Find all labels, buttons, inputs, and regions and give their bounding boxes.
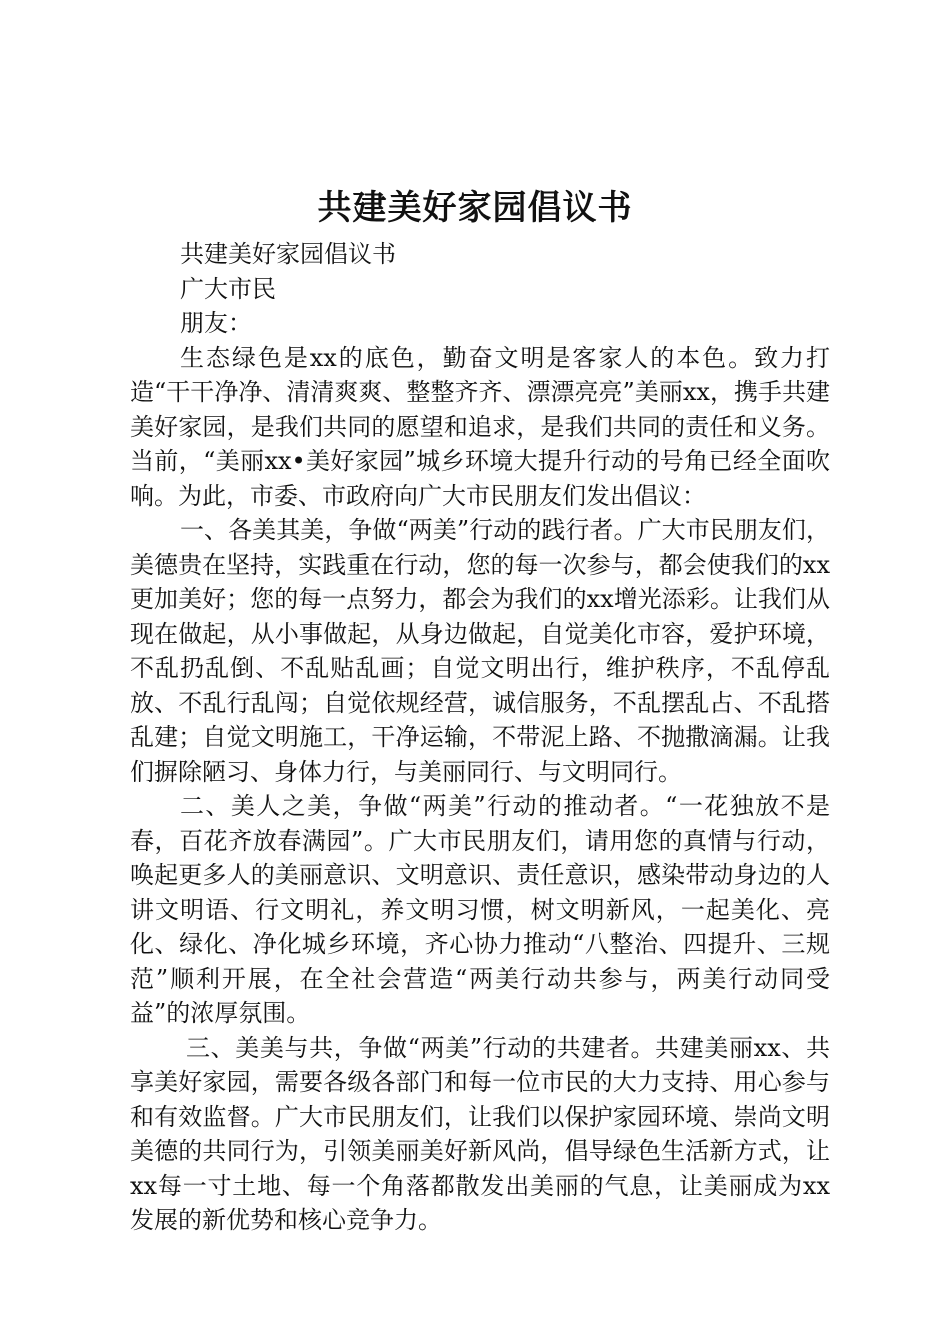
intro-paragraph: 生态绿色是xx的底色，勤奋文明是客家人的本色。致力打造“干干净净、清清爽爽、整整齐齐、漂漂亮亮”美丽xx，携手共建美好家园，是我们共同的愿望和追求，是我们共同的责任和义务。当前，“美丽xx•美好家园”城乡环境大提升行动的号角已经全面吹响。为此，市委、市政府向广大市民朋友们发出倡议： [130,343,830,510]
proposal-paragraph-2: 二、美人之美，争做“两美”行动的推动者。“一花独放不是春，百花齐放春满园”。广大市民朋友们，请用您的真情与行动，唤起更多人的美丽意识、文明意识、责任意识，感染带动身边的人讲文明语、行文明礼，养文明习惯，树文明新风，一起美化、亮化、绿化、净化城乡环境，齐心协力推动“八整治、四提升、三规范”顺利开展，在全社会营造“两美行动共参与，两美行动同受益”的浓厚氛围。 [130,792,830,1027]
body-heading: 共建美好家园倡议书 [180,240,396,268]
proposal-paragraph-3: 三、美美与共，争做“两美”行动的共建者。共建美丽xx、共享美好家园，需要各级各部门和每一位市民的大力支持、用心参与和有效监督。广大市民朋友们，让我们以保护家园环境、崇尚文明美德的共同行为，引领美丽美好新风尚，倡导绿色生活新方式，让xx每一寸土地、每一个角落都散发出美丽的气息，让美丽成为xx发展的新优势和核心竞争力。 [130,1033,830,1234]
document-title: 共建美好家园倡议书 [317,188,633,228]
document-body [130,237,830,1238]
salutation-line-1: 广大市民 [180,274,276,303]
salutation-line-2: 朋友： [180,309,252,337]
proposal-paragraph-1: 一、各美其美，争做“两美”行动的践行者。广大市民朋友们，美德贵在坚持，实践重在行动，您的每一次参与，都会使我们的xx更加美好；您的每一点努力，都会为我们的xx增光添彩。让我们从现在做起，从小事做起，从身边做起，自觉美化市容，爱护环境，不乱扔乱倒、不乱贴乱画；自觉文明出行，维护秩序，不乱停乱放、不乱行乱闯；自觉依规经营，诚信服务，不乱摆乱占、不乱搭乱建；自觉文明施工，干净运输，不带泥上路、不抛撒滴漏。让我们摒除陋习、身体力行，与美丽同行、与文明同行。 [130,516,830,786]
